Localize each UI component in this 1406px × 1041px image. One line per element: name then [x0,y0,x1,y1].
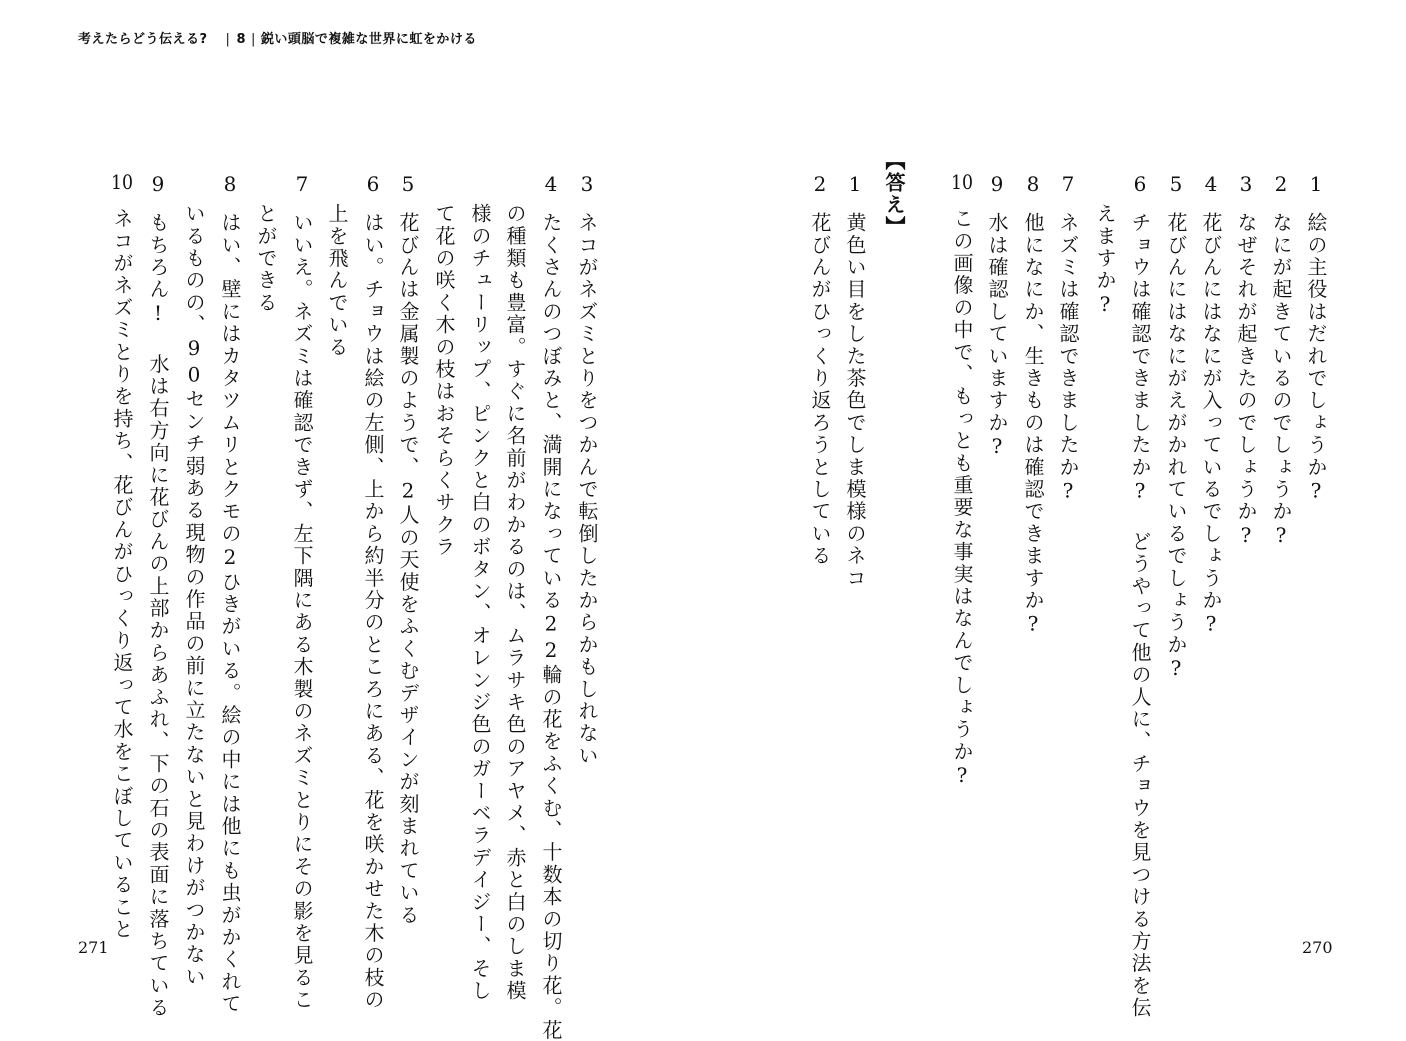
answer-text: とができる [254,203,278,314]
answer-text: 花びんがひっくり返ろうとしている [808,212,832,568]
question-line [1201,172,1221,912]
question-line [987,172,1007,912]
question-number: 3 [1234,172,1258,196]
header-divider: | [250,32,256,47]
answer-text: 黄色い目をした茶色でしま模様のネコ [843,212,867,590]
answers-heading: 【答え】 [882,150,906,238]
answer-number: 7 [290,172,314,196]
question-text: 花びんにはなにが入っているでしょうか? [1199,212,1223,638]
answer-number: 3 [575,172,599,196]
question-text: 他になにか、生きものは確認できますか? [1021,212,1045,638]
answer-line [146,172,170,1020]
page-number-right: 270 [1302,938,1333,957]
question-line [952,172,972,912]
book-title: 考えたらどう伝える? [78,32,208,47]
question-text: なぜそれが起きたのでしょうか? [1234,212,1258,549]
answer-text: ネコがネズミとりを持ち、花びんがひっくり返って水をこぼしていること [110,208,134,941]
question-line-continued [1095,203,1115,943]
question-number: 2 [1269,172,1293,196]
question-line [1166,172,1186,912]
answer-line-continued [327,203,347,943]
answer-text: いいえ。ネズミは確認できず、左下隅にある木製のネズミとりにその影を見るこ [290,212,314,1012]
question-line [1306,172,1326,912]
question-text: ネズミは確認できましたか? [1056,212,1080,505]
question-line [1271,172,1291,912]
answer-text: 花びんは金属製のようで、2人の天使をふくむデザインが刻まれている [396,212,420,927]
question-number: 1 [1304,172,1328,196]
header-divider: | [225,32,231,47]
answer-number: 1 [843,172,867,196]
answer-text: て花の咲く木の枝はおそらくサクラ [432,203,456,559]
answer-line-continued [256,203,276,943]
answer-text: いるものの、90センチ弱ある現物の作品の前に立たないと見わけがつかない [182,203,206,988]
question-number: 6 [1128,172,1152,196]
answer-number: 9 [146,172,170,196]
answer-number: 8 [218,172,242,196]
question-line [1023,172,1043,912]
answer-line [361,172,385,1012]
question-text: この画像の中で、もっとも重要な事実はなんでしょうか? [950,208,974,790]
chapter-number: 8 [236,32,246,47]
answer-line [218,172,242,1016]
question-number: 8 [1021,172,1045,196]
question-text: えますか? [1093,203,1117,318]
answer-number: 5 [396,172,420,196]
answer-number: 10 [111,172,133,192]
answer-line [845,172,865,912]
question-number: 5 [1164,172,1188,196]
answer-text: 様のチューリップ、ピンクと白のボタン、オレンジ色のガーベラデイジー、そし [468,203,492,1003]
answer-line [810,172,830,912]
answer-number: 4 [539,172,563,196]
answer-line-continued [468,203,492,1003]
question-text: 水は確認していますか? [985,212,1009,461]
answer-text: はい。チョウは絵の左側、上から約半分のところにある、花を咲かせた木の枝の [361,212,385,1012]
running-header [78,28,477,47]
question-line [1058,172,1078,912]
answer-text: はい、壁にはカタツムリとクモの2ひきがいる。絵の中には他にも虫がかくれて [218,212,242,1016]
answer-line [396,172,420,927]
answer-line [290,172,314,1012]
answer-line-continued [182,203,206,988]
question-line [1236,172,1256,912]
answer-line [577,172,597,912]
question-text: 花びんにはなにがえがかれているでしょうか? [1164,212,1188,683]
answer-text: の種類も豊富。すぐに名前がわかるのは、ムラサキ色のアヤメ、赤と白のしま模 [503,203,527,1003]
answer-line-continued [503,203,527,1003]
question-text: 絵の主役はだれでしょうか? [1304,212,1328,505]
question-text: なにが起きているのでしょうか? [1269,212,1293,549]
answer-line [110,172,134,941]
question-number: 10 [951,172,973,192]
question-number: 4 [1199,172,1223,196]
question-number: 9 [985,172,1009,196]
question-number: 7 [1056,172,1080,196]
answer-text: 上を飛んでいる [325,203,349,359]
question-text: チョウは確認できましたか? どうやって他の人に、チョウを見つける方法を伝 [1128,212,1152,1020]
answer-text: もちろん! 水は右方向に花びんの上部からあふれ、下の石の表面に落ちている [146,212,170,1020]
answer-line-continued [434,203,454,943]
question-line [1128,172,1152,1020]
page-number-left: 271 [78,938,109,957]
answer-number: 2 [808,172,832,196]
chapter-title: 鋭い頭脳で複雑な世界に虹をかける [260,32,477,47]
answer-number: 6 [361,172,385,196]
answer-text: たくさんのつぼみと、満開になっている22輪の花をふくむ、十数本の切り花。花 [539,212,563,1041]
answer-text: ネコがネズミとりをつかんで転倒したからかもしれない [575,212,599,767]
answer-line [539,172,563,1041]
